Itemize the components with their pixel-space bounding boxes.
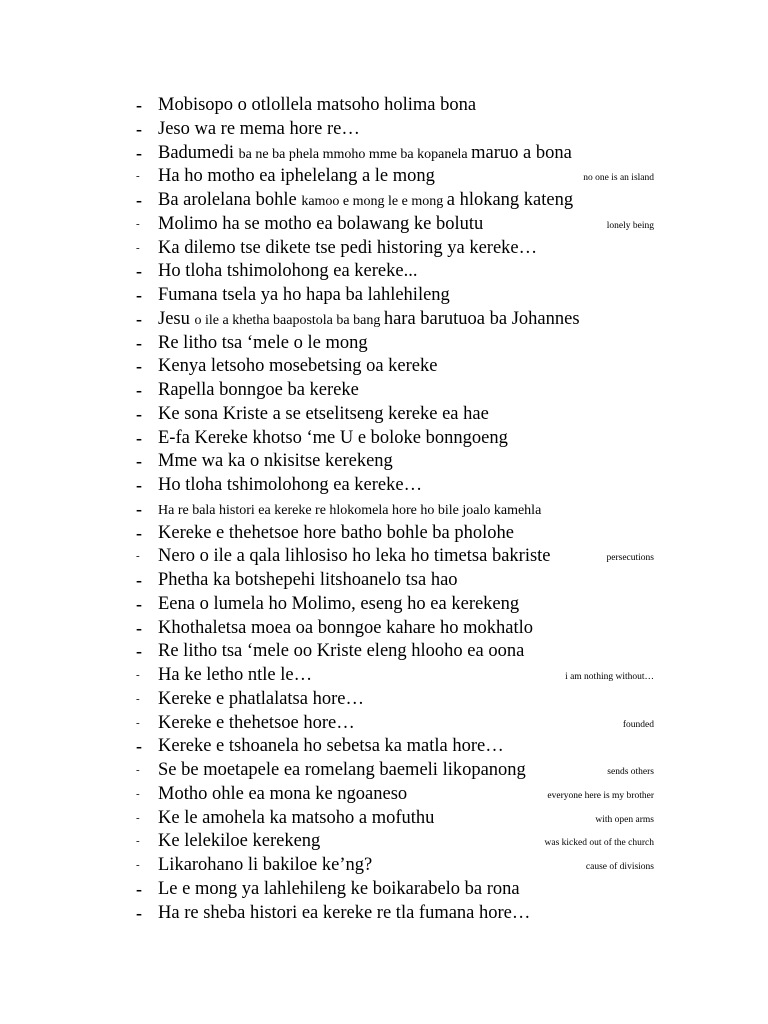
phrase-text [158,474,422,498]
phrase-segment: Ke sona Kriste a se etselitseng kereke ea hae [158,403,489,424]
bullet-dash: - [136,285,142,305]
translation-note: persecutions [606,553,654,564]
phrase-text [158,664,312,688]
phrase-segment: Ho tloha tshimolohong ea kereke... [158,261,418,282]
phrase-text [158,118,360,142]
bullet-dash: - [136,641,142,662]
phrase-segment: Ba arolelana bohle [158,190,302,210]
phrase-line [136,260,676,284]
bullet-dash: - [136,380,142,400]
phrase-line [136,284,676,308]
phrase-segment: hara barutuoa ba Johannes [383,308,580,329]
phrase-text [158,783,407,807]
phrase-text [158,332,368,356]
phrase-segment: Khothaletsa moea oa bonngoe kahare ho mokhatlo [158,617,534,638]
phrase-line [136,640,676,664]
phrase-segment: Motho ohle ea mona ke ngoaneso [158,783,408,804]
bullet-dash: - [136,811,140,824]
bullet-dash: - [136,356,142,377]
phrase-line [136,759,676,783]
phrase-line [136,807,676,831]
phrase-segment: Kereke e thehetsoe hore… [158,712,355,733]
phrase-line [136,189,676,213]
bullet-dash: - [136,308,142,329]
phrase-line [136,902,676,926]
bullet-dash: - [136,902,142,923]
phrase-line [136,332,676,356]
phrase-text [158,688,364,712]
translation-note: sends others [607,767,654,777]
phrase-line [136,474,676,498]
bullet-dash: - [136,403,142,424]
phrase-text [158,735,504,759]
phrase-text [158,569,458,593]
phrase-text [158,640,524,664]
phrase-segment: Kereke e thehetsoe hore batho bohle ba pholohe [158,522,514,543]
phrase-segment: Badumedi [158,142,239,163]
bullet-dash: - [136,118,142,139]
phrase-line [136,498,676,522]
phrase-text [158,878,520,902]
phrase-text [158,308,580,333]
phrase-segment: Kenya letsoho mosebetsing oa kereke [158,356,438,377]
bullet-dash: - [136,190,142,210]
bullet-dash: - [136,835,140,848]
phrase-segment: kamoo e mong le e mong [301,194,447,209]
phrase-text [158,284,450,308]
phrase-segment: Jeso wa re mema hore re… [158,118,360,139]
phrase-segment: Kereke e phatlalatsa hore… [158,688,364,709]
phrase-text [158,237,537,261]
bullet-dash: - [136,498,142,519]
phrase-segment: Eena o lumela ho Molimo, eseng ho ea kerekeng [158,593,520,614]
phrase-segment: Mme wa ka o nkisitse kerekeng [158,451,393,472]
bullet-dash: - [136,550,140,563]
bullet-dash: - [136,716,140,729]
phrase-line [136,593,676,617]
translation-note: i am nothing without… [565,672,654,682]
phrase-segment: ba ne ba phela mmoho mme ba kopanela [238,146,472,162]
phrase-line [136,355,676,379]
phrase-segment: Re litho tsa ‘mele oo Kriste eleng hlooho ea oona [158,641,525,662]
bullet-dash: - [136,878,142,899]
phrase-line [136,308,676,332]
bullet-dash: - [136,170,140,183]
phrase-segment: Ka dilemo tse dikete tse pedi historing ya kereke… [158,237,538,258]
phrase-segment: Phetha ka botshepehi litshoanelo tsa hao [158,570,458,590]
bullet-dash: - [136,142,142,163]
phrase-text [158,260,417,284]
phrase-line [136,545,676,569]
phrase-segment: Ho tloha tshimolohong ea kereke… [158,475,423,495]
phrase-line [136,118,676,142]
phrase-text [158,545,551,569]
phrase-line [136,735,676,759]
bullet-dash: - [136,332,142,353]
bullet-dash: - [136,669,140,681]
bullet-dash: - [136,261,142,282]
phrase-line [136,165,676,189]
phrase-text [158,94,476,118]
phrase-segment: o ile a khetha baapostola ba bang [194,312,384,328]
phrase-segment: a hlokang kateng [446,190,574,210]
phrase-segment: Molimo ha se motho ea bolawang ke bolutu [158,213,484,234]
phrase-line [136,783,676,807]
phrase-segment: Jesu [158,308,195,329]
phrase-text [158,807,434,831]
phrase-text [158,593,519,617]
phrase-segment: Ke le amohela ka matsoho a mofuthu [158,807,435,828]
phrase-segment: Ha re sheba histori ea kereke re tla fumana hore… [158,902,531,923]
translation-note: everyone here is my brother [547,790,654,801]
translation-note: no one is an island [583,173,654,184]
phrase-text [158,830,320,854]
phrase-line [136,522,676,546]
phrase-text [158,142,572,167]
bullet-dash: - [136,787,140,800]
phrase-segment: Ha ke letho ntle le… [158,665,313,685]
phrase-text [158,213,483,237]
bullet-dash: - [136,241,140,254]
phrase-segment: Fumana tsela ya ho hapa ba lahlehileng [158,285,450,305]
bullet-dash: - [136,95,142,115]
phrase-text [158,189,573,214]
translation-note: with open arms [595,814,654,825]
phrase-segment: Ha ho motho ea iphelelang a le mong [158,166,435,187]
phrase-line [136,664,676,688]
phrase-text [158,498,541,523]
phrase-segment: Le e mong ya lahlehileng ke boikarabelo ba rona [158,878,520,899]
bullet-dash: - [136,475,142,495]
phrase-line [136,379,676,403]
phrase-line [136,237,676,261]
phrase-segment: E-fa Kereke khotso ‘me U e boloke bonngoeng [158,427,508,448]
phrase-line [136,688,676,712]
phrase-segment: Se be moetapele ea romelang baemeli likopanong [158,760,526,780]
translation-note: cause of divisions [585,862,654,872]
phrase-text [158,355,437,379]
bullet-dash: - [136,522,142,543]
phrase-text [158,854,372,878]
phrase-line [136,854,676,878]
phrase-segment: Re litho tsa ‘mele o le mong [158,332,368,353]
bullet-dash: - [136,217,140,230]
phrase-segment: Rapella bonngoe ba kereke [158,380,359,400]
phrase-text [158,403,489,427]
phrase-line [136,569,676,593]
translation-note: lonely being [606,220,654,231]
phrase-text [158,522,514,546]
phrase-segment: Ke lelekiloe kerekeng [158,831,321,852]
phrase-text [158,902,530,926]
phrase-line [136,427,676,451]
phrase-line [136,403,676,427]
phrase-line [136,712,676,736]
phrase-line [136,450,676,474]
phrase-segment: maruo a bona [471,142,572,163]
bullet-dash: - [136,570,142,590]
phrase-text [158,617,533,641]
bullet-dash: - [136,451,142,472]
translation-note: founded [622,719,654,730]
bullet-dash: - [136,427,142,448]
phrase-line [136,213,676,237]
phrase-segment: Nero o ile a qala lihlosiso ho leka ho timetsa bakriste [158,546,551,567]
phrase-list [136,94,676,925]
phrase-segment: Likarohano li bakiloe ke’ng? [158,855,373,875]
phrase-line [136,94,676,118]
bullet-dash: - [136,736,142,757]
phrase-segment: Mobisopo o otlollela matsoho holima bona [158,95,477,115]
phrase-segment: Ha re bala histori ea kereke re hlokomela hore ho bile joalo kamehla [158,502,542,518]
phrase-segment: Kereke e tshoanela ho sebetsa ka matla hore… [158,736,504,757]
phrase-text [158,379,359,403]
phrase-line [136,617,676,641]
phrase-line [136,878,676,902]
bullet-dash: - [136,764,140,776]
phrase-text [158,712,355,736]
phrase-line [136,830,676,854]
bullet-dash: - [136,692,140,705]
phrase-text [158,165,435,189]
phrase-line [136,142,676,166]
phrase-text [158,759,526,783]
phrase-text [158,427,508,451]
translation-note: was kicked out of the church [544,838,654,849]
bullet-dash: - [136,859,140,871]
bullet-dash: - [136,617,142,638]
bullet-dash: - [136,593,142,614]
phrase-text [158,450,393,474]
